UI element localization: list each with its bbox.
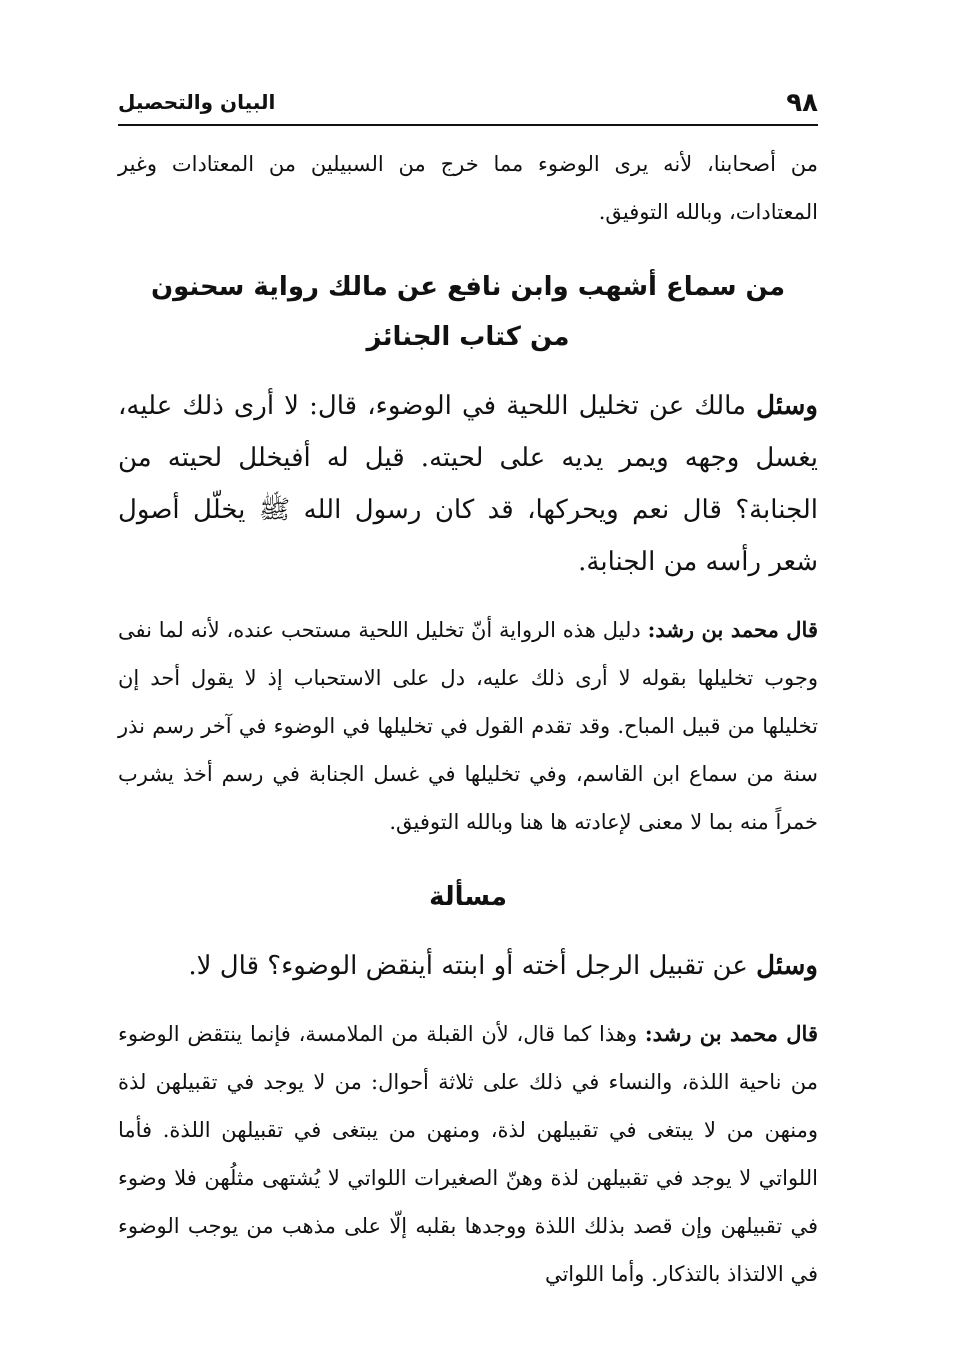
commentary-text: دليل هذه الرواية أنّ تخليل اللحية مستحب عنده، لأنه لما نفى وجوب تخليلها بقوله لا أرى ذلك عليه، دل على الاستحباب إذ لا يقول أحد إن تخليلها من قبيل المباح. وقد تقدم القول في تخليلها في الوضوء في آخر رسم نذر سنة من سماع ابن القاسم، وفي تخليلها في غسل الجنابة في رسم أخذ يشرب خمراً منه بما لا معنى لإعادته ها هنا وبالله التوفيق. [118,618,818,834]
question-lead: وسئل [756,391,818,421]
section-heading-line2: من كتاب الجنائز [366,322,570,352]
mas-ala-heading: مسألة [429,882,507,912]
intro-paragraph: من أصحابنا، لأنه يرى الوضوء مما خرج من السبيلين من المعتادات وغير المعتادات، وبالله التوفيق. [118,152,818,224]
question-text-2: عن تقبيل الرجل أخته أو ابنته أينقض الوضوء؟ قال لا. [188,951,757,981]
commentary-text-2: وهذا كما قال، لأن القبلة من الملامسة، فإنما ينتقض الوضوء من ناحية اللذة، والنساء في ذلك على ثلاثة أحوال: من لا يوجد في تقبيلهن لذة ومنهن من لا يبتغى في تقبيلهن لذة، ومنهن من يبتغى في تقبيلهن اللذة. فأما اللواتي لا يوجد في تقبيلهن لذة وهنّ الصغيرات اللواتي لا يُشتهى مثلُهن فلا وضوء في تقبيلهن وإن قصد بذلك اللذة ووجدها بقلبه إلّا على مذهب من يوجب الوضوء في الالتذاذ بالتذكار. وأما اللواتي [118,1022,818,1286]
question-paragraph [118,380,818,588]
page-number: ٩٨ [786,88,818,118]
question-text: مالك عن تخليل اللحية في الوضوء، قال: لا أرى ذلك عليه، يغسل وجهه ويمر يديه على لحيته. قيل له أفيخلل لحيته من الجنابة؟ قال نعم ويحركها، قد كان رسول الله ﷺ يخلّل أصول شعر رأسه من الجنابة. [118,391,818,577]
running-title: البيان والتحصيل [118,90,276,114]
page-header [118,86,818,126]
question-paragraph-2 [118,940,818,992]
commentary-paragraph [118,606,818,846]
commentary-lead-2: قال محمد بن رشد: [644,1021,818,1046]
commentary-paragraph-2 [118,1010,818,1298]
commentary-lead: قال محمد بن رشد: [647,617,818,642]
section-heading-line1: من سماع أشهب وابن نافع عن مالك رواية سحنون [150,272,786,302]
page-body [118,140,818,1298]
question-lead-2: وسئل [756,951,818,981]
